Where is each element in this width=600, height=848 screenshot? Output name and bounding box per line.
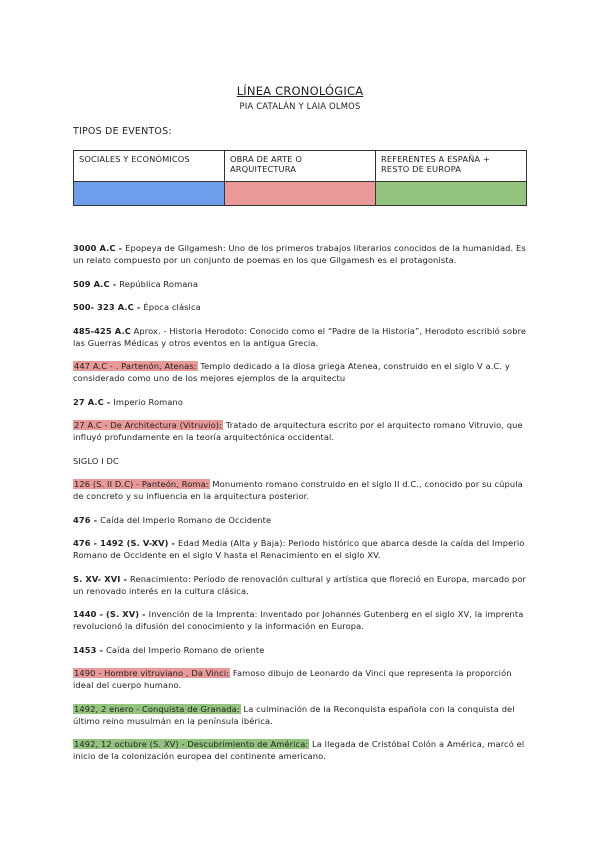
timeline-event [73,608,533,632]
event-description: Tratado de arquitectura escrito por el arquitecto romano Vitruvio, que influyó profundamente en la teoría arquitectónica occidental. [73,420,523,442]
legend-swatch-green [376,182,527,206]
timeline-event [73,325,533,349]
timeline-event [73,537,533,561]
event-date: 500- 323 A.C - [73,302,144,312]
timeline-event [73,419,533,443]
event-date: S. XV- XVI - [73,573,130,584]
event-description: Invención de la Imprenta: Inventado por Johannes Gutenberg en el siglo XV, la imprenta revolucionó la difusión del conocimiento y la información en Europa. [73,609,524,631]
timeline-event [73,455,533,467]
event-highlighted-heading: 27 A.C - De Architectura (Vitruvio): [74,420,223,430]
legend-swatch-red [225,182,376,206]
event-description: La llegada de Cristóbal Colón a América, marcó el inicio de la colonización europea del continente americano. [73,739,525,761]
legend-label-social-economic: SOCIALES Y ECONÓMICOS [74,151,225,182]
event-highlighted-heading: 447 A.C - . Partenón, Atenas: [74,361,197,371]
event-description: SIGLO I DC [73,455,119,466]
legend-swatch-blue [74,182,225,206]
authors-subtitle: PIA CATALÁN Y LAIA OLMOS [239,101,361,111]
timeline-event [73,738,533,762]
event-description: Caída del Imperio Romano de Occidente [100,514,272,525]
event-description: Renacimiento: Período de renovación cultural y artística que floreció en Europa, marcado por un renovado interés en la cultura clásica. [73,573,527,596]
legend-label-spain-europe: REFERENTES A ESPAÑA + RESTO DE EUROPA [376,151,527,182]
event-description: Templo dedicado a la diosa griega Atenea, construido en el siglo V a.C. y considerado como uno de los mejores ejemplos de la arquitectu [73,361,510,383]
event-date: 509 A.C - [73,278,120,289]
event-types-label: TIPOS DE EVENTOS: [73,126,172,137]
timeline-event [73,667,533,691]
event-description: La culminación de la Reconquista española con la conquista del último reino musulmán en la península ibérica. [73,703,515,726]
event-highlighted-heading: 1490 - Hombre vitruviano , Da Vinci: [74,668,230,678]
event-date: 1440 - (S. XV) - [73,609,149,619]
timeline-event [73,360,533,384]
timeline-event [73,703,533,727]
event-description: Época clásica [143,302,201,312]
timeline-event [73,644,533,656]
event-date: 27 A.C - [73,396,114,407]
timeline-event [73,396,533,408]
event-description: Famoso dibujo de Leonardo da Vinci que representa la proporción ideal del cuerpo humano. [73,668,512,690]
event-date: 476 - [73,514,101,525]
legend-label-art-architecture: OBRA DE ARTE O ARQUITECTURA [225,151,376,182]
timeline-event [73,514,533,526]
event-highlighted-heading: 126 (S. II D.C) - Panteón, Roma: [74,479,209,489]
event-description: Edad Media (Alta y Baja): Periodo histórico que abarca desde la caída del Imperio Romano de Occidente en el siglo V hasta el Renacimiento en el siglo XV. [73,538,525,560]
timeline-event [73,478,533,502]
timeline-events [73,242,533,774]
event-description: República Romana [119,278,199,289]
event-date: 476 - 1492 (S. V-XV) - [73,538,179,548]
event-description: Caída del Imperio Romano de oriente [106,644,265,655]
page-title: LÍNEA CRONOLÓGICA [236,84,364,98]
event-highlighted-heading: 1492, 12 octubre (S. XV) - Descubrimiento de América: [74,739,309,749]
event-date: 3000 A.C - [73,243,126,253]
timeline-event [73,301,533,313]
timeline-event [73,573,533,597]
event-description: Imperio Romano [113,396,184,407]
event-date: 485-425 A.C [73,325,131,336]
event-description: Epopeya de Gilgamesh: Uno de los primeros trabajos literarios conocidos de la humanidad. Es un relato compuesto por un conjunto de poemas en los que Gilgamesh es el protagonista. [73,243,526,265]
event-types-legend-table [73,150,527,206]
timeline-event [73,278,533,290]
event-description: Aprox. - Historia Herodoto: Conocido como el “Padre de la Historia”, Herodoto escribió sobre las Guerras Médicas y otros eventos en la antigua Grecia. [73,325,527,348]
timeline-event [73,242,533,266]
event-highlighted-heading: 1492, 2 enero - Conquista de Granada: [74,703,240,714]
event-date: 1453 - [73,644,107,655]
event-description: Monumento romano construido en el siglo II d.C., conocido por su cúpula de concreto y su influencia en la arquitectura posterior. [73,479,523,501]
